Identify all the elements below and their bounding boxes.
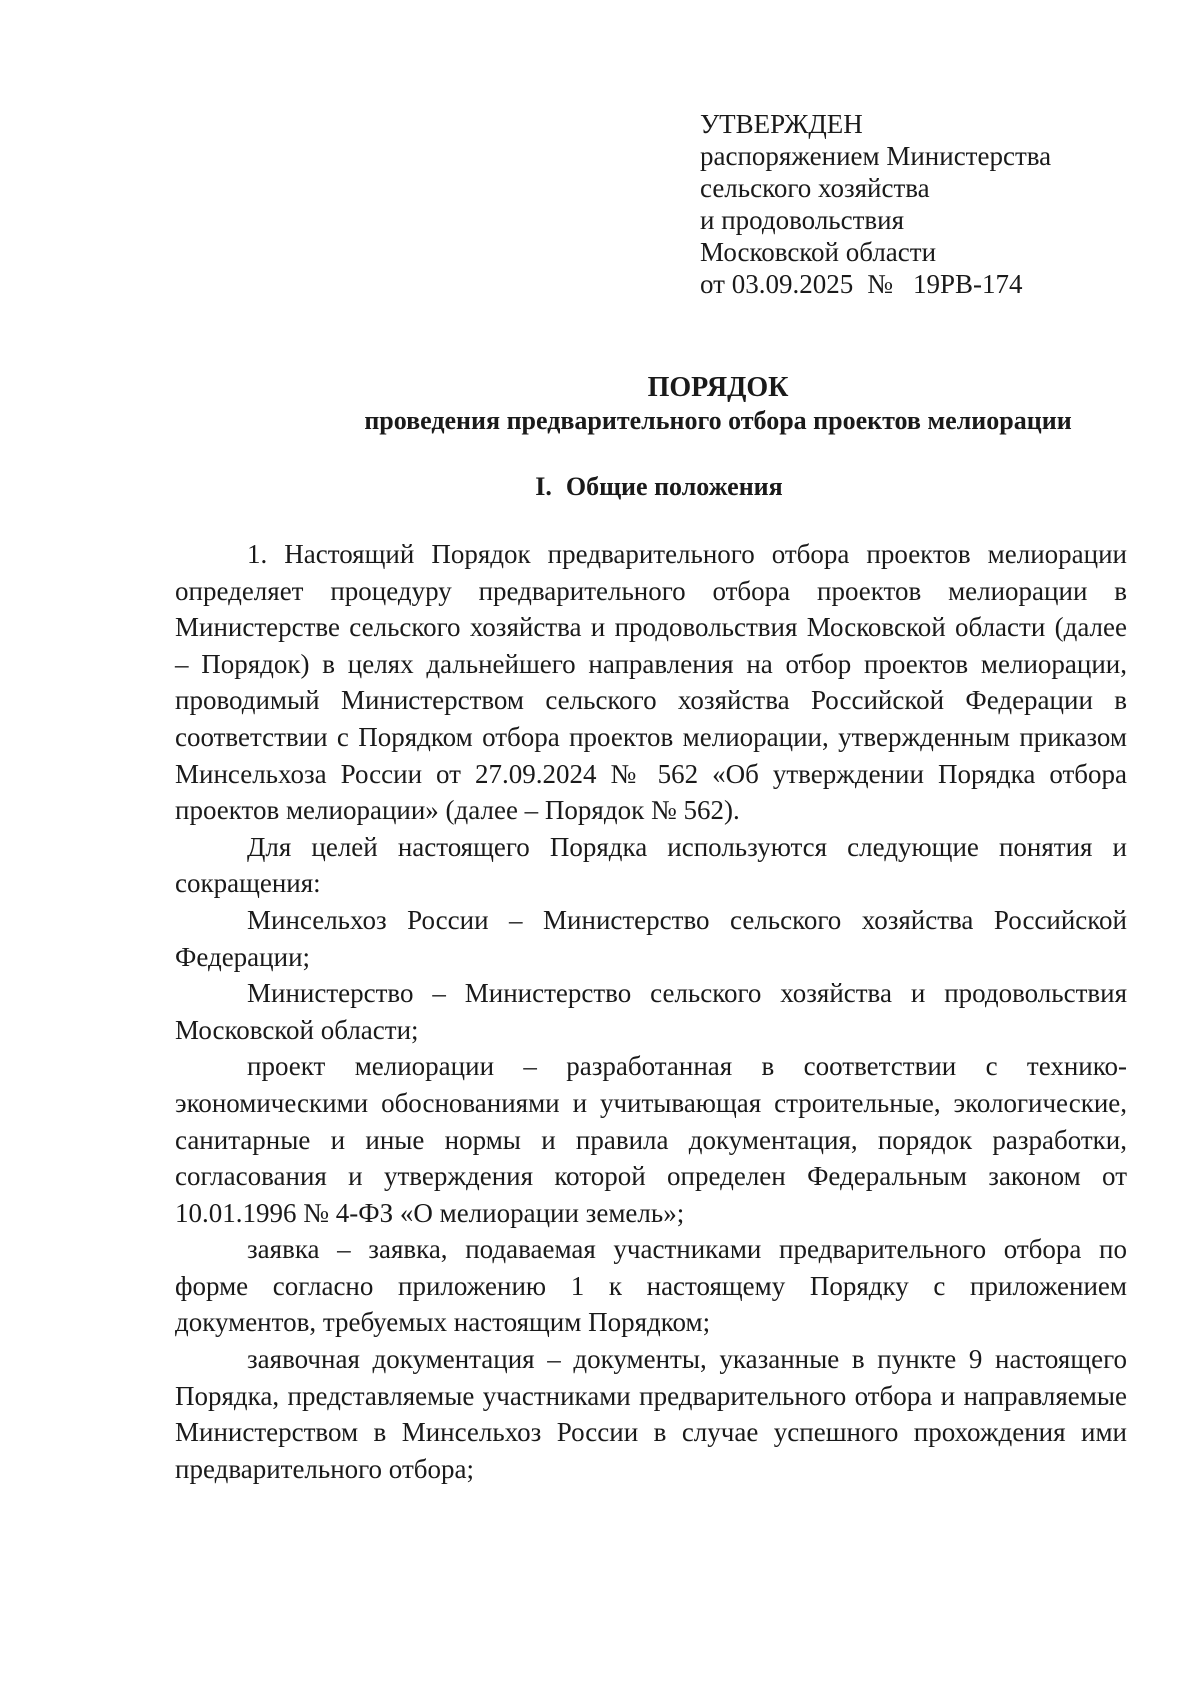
approval-line-4: Московской области bbox=[700, 237, 937, 267]
paragraph-terms-intro: Для целей настоящего Порядка используются следующие понятия и сокращения: bbox=[175, 831, 1127, 899]
definition-documentation: заявочная документация – документы, указанные в пункте 9 настоящего Порядка, представляемые участниками предварительного отбора и направляемые Министерством в Минсельхоз России в случае успешного прохождения ими предварительного отбора; bbox=[175, 1344, 1127, 1484]
approval-stamp bbox=[700, 108, 1140, 300]
document-title: ПОРЯДОК bbox=[647, 372, 789, 403]
approval-number-label: № bbox=[867, 269, 893, 299]
document-subtitle: проведения предварительного отбора проектов мелиорации bbox=[364, 406, 1072, 435]
approval-number-value: 19РВ-174 bbox=[912, 269, 1023, 299]
approval-title: УТВЕРЖДЕН bbox=[700, 109, 863, 139]
approval-date-line bbox=[700, 268, 1140, 300]
document-body bbox=[175, 536, 1127, 1487]
paragraph-1: 1. Настоящий Порядок предварительного отбора проектов мелиорации определяет процедуру предварительного отбора проектов мелиорации в Министерстве сельского хозяйства и продовольствия Московской области (далее – Порядок) в целях дальнейшего направления на отбор проектов мелиорации, проводимый Министерством сельского хозяйства Российской Федерации в соответствии с Порядком отбора проектов мелиорации, утвержденным приказом Минсельхоза России от 27.09.2024 № 562 «Об утверждении Порядка отбора проектов мелиорации» (далее – Порядок № 562). bbox=[175, 539, 1127, 826]
approval-line-1: распоряжением Министерства bbox=[700, 141, 1052, 171]
definition-minselkhoz: Минсельхоз России – Министерство сельского хозяйства Российской Федерации; bbox=[175, 904, 1127, 972]
approval-date: от 03.09.2025 bbox=[700, 269, 854, 299]
definition-application: заявка – заявка, подаваемая участниками предварительного отбора по форме согласно приложению 1 к настоящему Порядку с приложением документов, требуемых настоящим Порядком; bbox=[175, 1234, 1127, 1338]
approval-line-2: сельского хозяйства bbox=[700, 173, 930, 203]
definition-project: проект мелиорации – разработанная в соответствии с технико-экономическими обоснованиями и учитывающая строительные, экологические, санитарные и иные нормы и правила документация, порядок разработки, согласования и утверждения которой определен Федеральным законом от 10.01.1996 № 4-ФЗ «О мелиорации земель»; bbox=[175, 1051, 1127, 1228]
definition-ministry: Министерство – Министерство сельского хозяйства и продовольствия Московской области; bbox=[175, 978, 1127, 1045]
section-title: Общие положения bbox=[565, 472, 783, 501]
section-numeral: I. bbox=[535, 472, 552, 501]
section-heading bbox=[0, 472, 1200, 502]
approval-line-3: и продовольствия bbox=[700, 205, 905, 235]
